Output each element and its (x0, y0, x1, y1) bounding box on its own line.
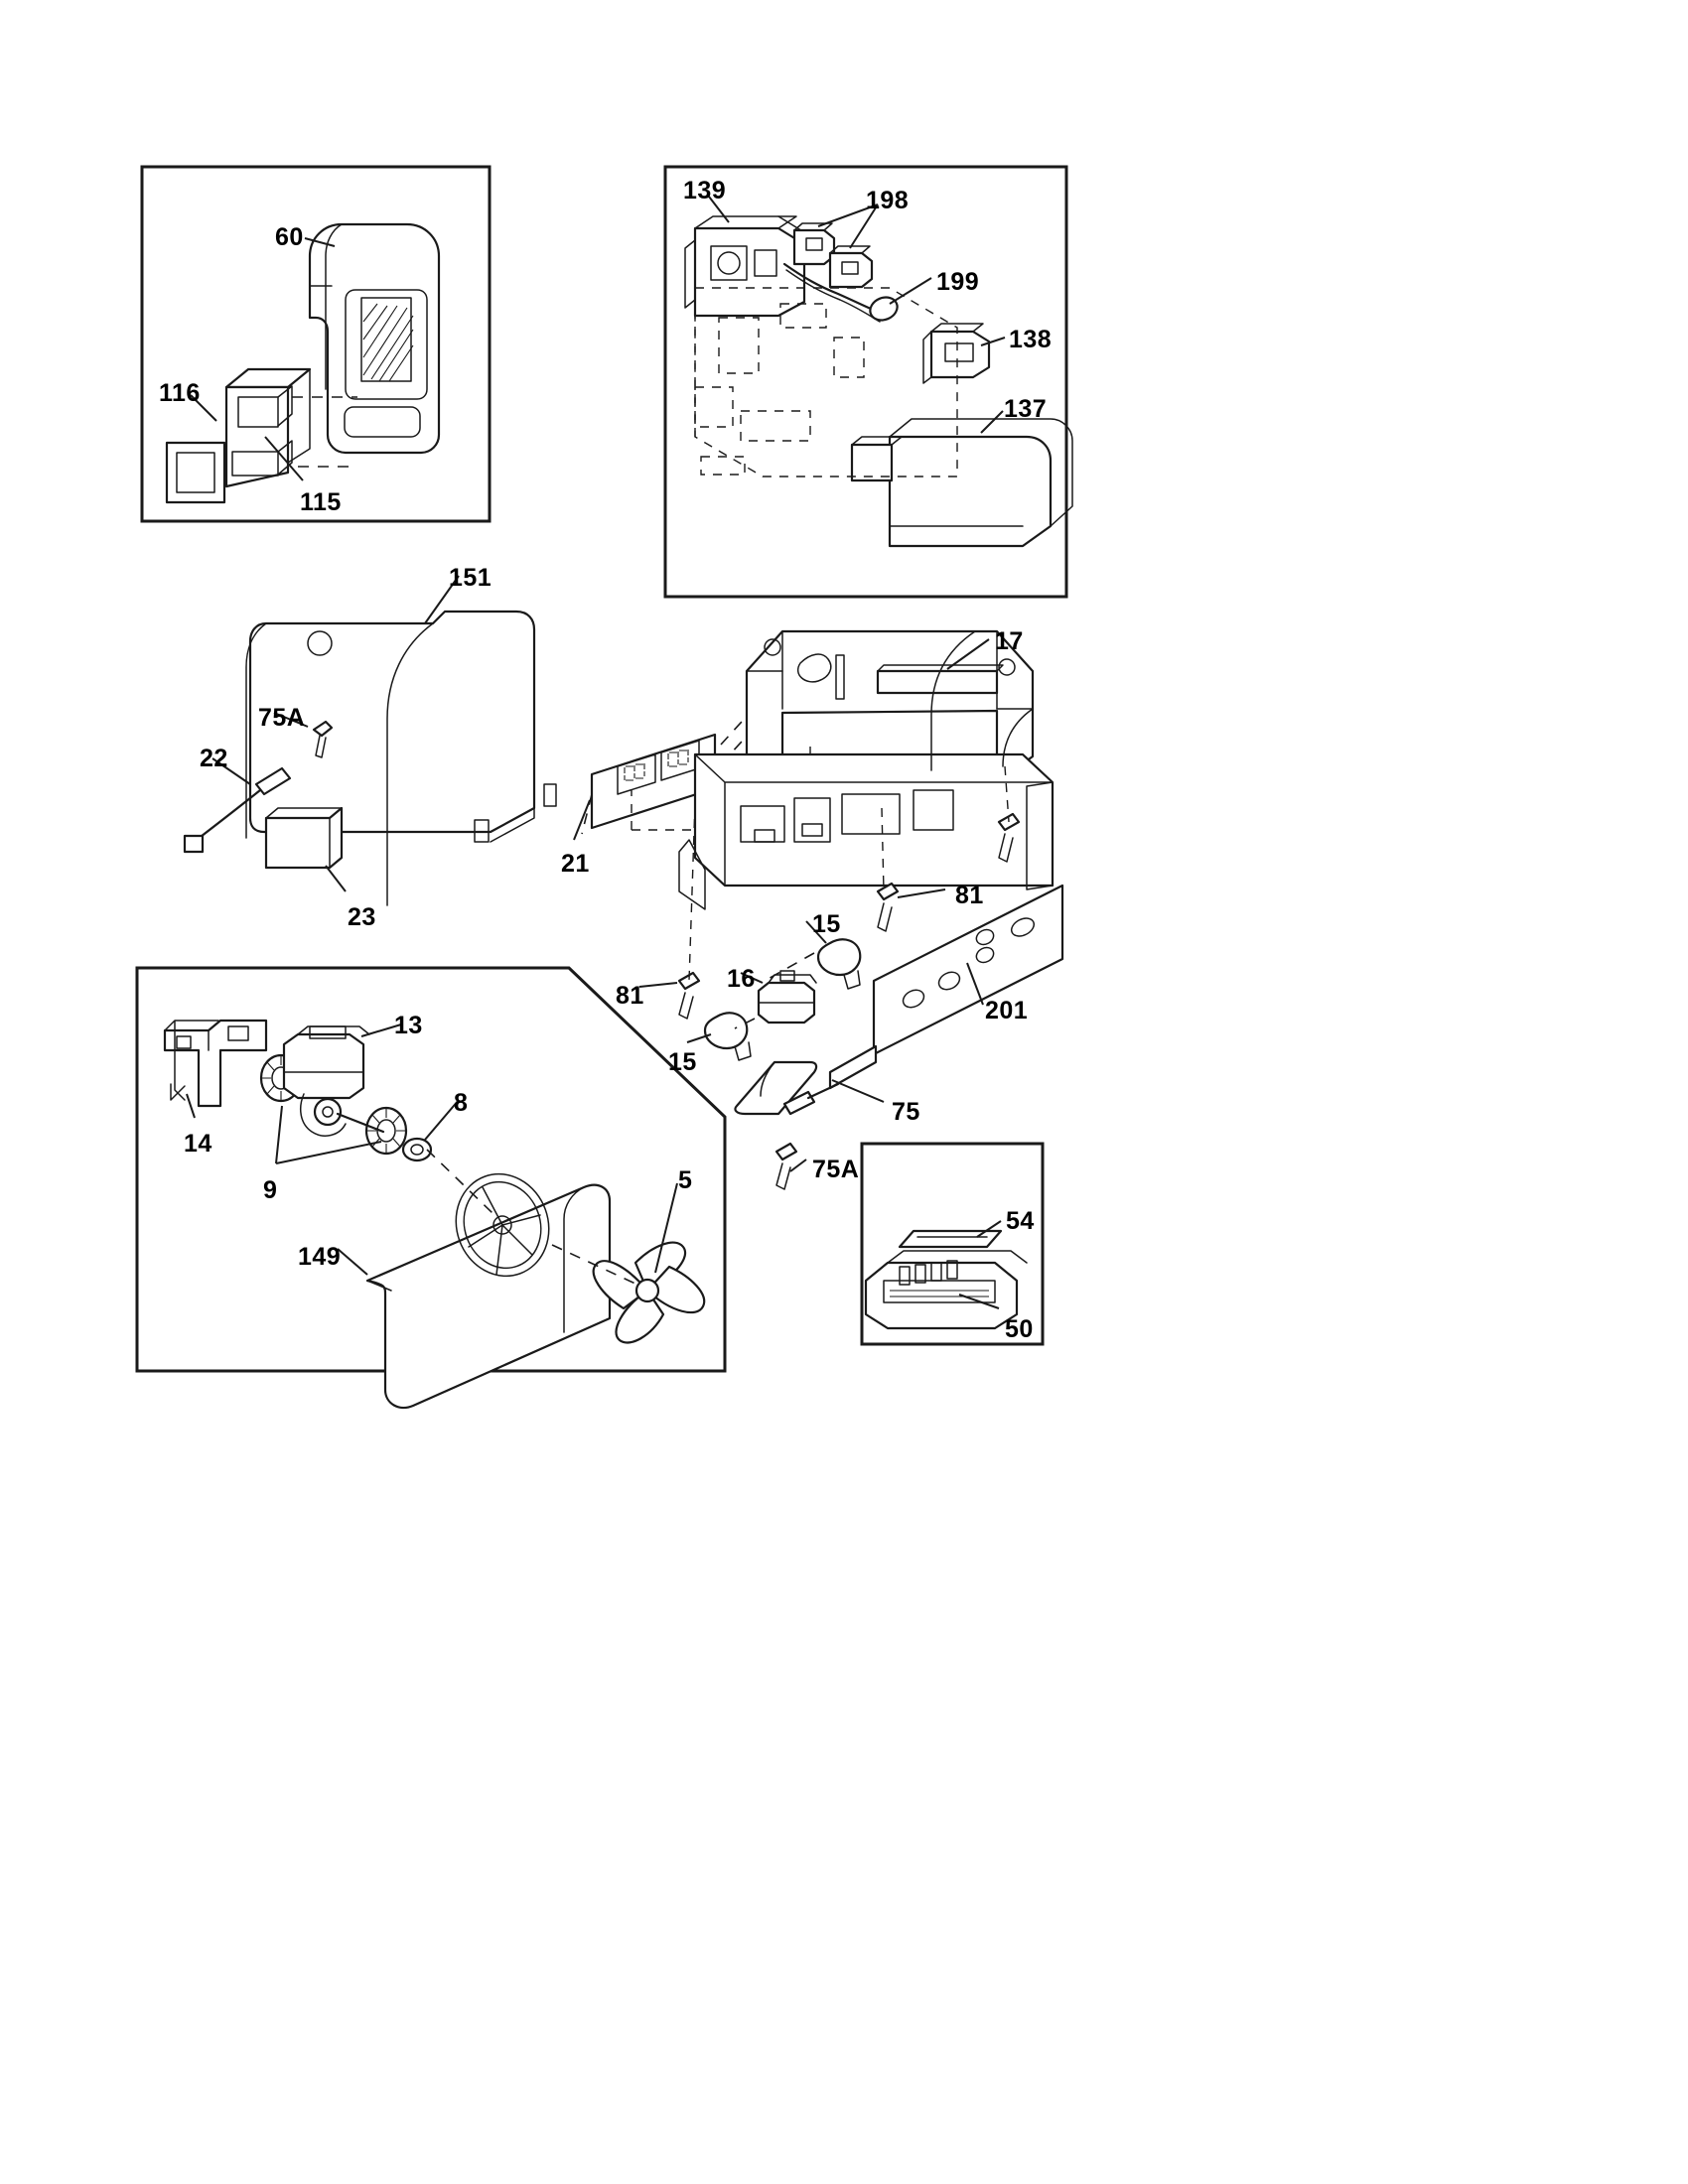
callout-16: 16 (727, 965, 756, 993)
callout-75A-lower: 75A (812, 1156, 860, 1183)
part-17-control-housing (679, 631, 1053, 909)
part-50-main-control-board (866, 1251, 1027, 1328)
callout-9: 9 (263, 1176, 278, 1204)
callout-151: 151 (449, 564, 492, 592)
part-15-lamp-upper (818, 939, 860, 989)
part-201-dispenser-trim (874, 886, 1062, 1054)
part-15-lamp-lower (705, 1013, 751, 1060)
part-137-ice-chute-door (852, 419, 1072, 546)
callout-139: 139 (683, 177, 727, 205)
part-23-light-cover (266, 808, 342, 868)
callout-5: 5 (678, 1166, 693, 1194)
callout-15-lower: 15 (668, 1048, 697, 1076)
callout-149: 149 (298, 1243, 342, 1271)
part-54-board-cover (900, 1231, 1001, 1247)
part-138-bracket (923, 324, 989, 383)
callout-23: 23 (348, 903, 376, 931)
part-115-dispenser-housing (226, 369, 310, 486)
callout-15-upper: 15 (812, 910, 841, 938)
callout-115: 115 (300, 488, 342, 516)
callout-13: 13 (394, 1012, 423, 1039)
part-116-gasket (167, 443, 224, 502)
callout-14: 14 (184, 1130, 212, 1158)
callout-116: 116 (159, 379, 201, 407)
callout-81-right: 81 (955, 882, 984, 909)
callout-50: 50 (1005, 1315, 1034, 1343)
callout-138: 138 (1009, 326, 1053, 353)
callout-60: 60 (275, 223, 304, 251)
callout-21: 21 (561, 850, 590, 878)
part-8-washer (403, 1139, 431, 1160)
part-81-screw-left (679, 973, 699, 1019)
part-14-fan-bracket (165, 1021, 266, 1106)
callout-54: 54 (1006, 1207, 1035, 1235)
part-75-wire-harness-lower (735, 1046, 876, 1114)
callout-8: 8 (454, 1089, 469, 1117)
callout-17: 17 (995, 627, 1024, 655)
callout-75A-upper: 75A (258, 704, 306, 732)
callout-22: 22 (200, 745, 228, 772)
part-16-lamp-socket (759, 971, 816, 1023)
callout-198: 198 (866, 187, 910, 214)
part-75A-screw-lower (776, 1144, 796, 1189)
callout-75: 75 (892, 1098, 920, 1126)
part-81-screw-mid (878, 884, 898, 931)
callout-137: 137 (1004, 395, 1048, 423)
callout-81-left: 81 (616, 982, 644, 1010)
callout-199: 199 (936, 268, 980, 296)
callout-201: 201 (985, 997, 1029, 1024)
part-60-dispenser-cover (310, 224, 439, 453)
